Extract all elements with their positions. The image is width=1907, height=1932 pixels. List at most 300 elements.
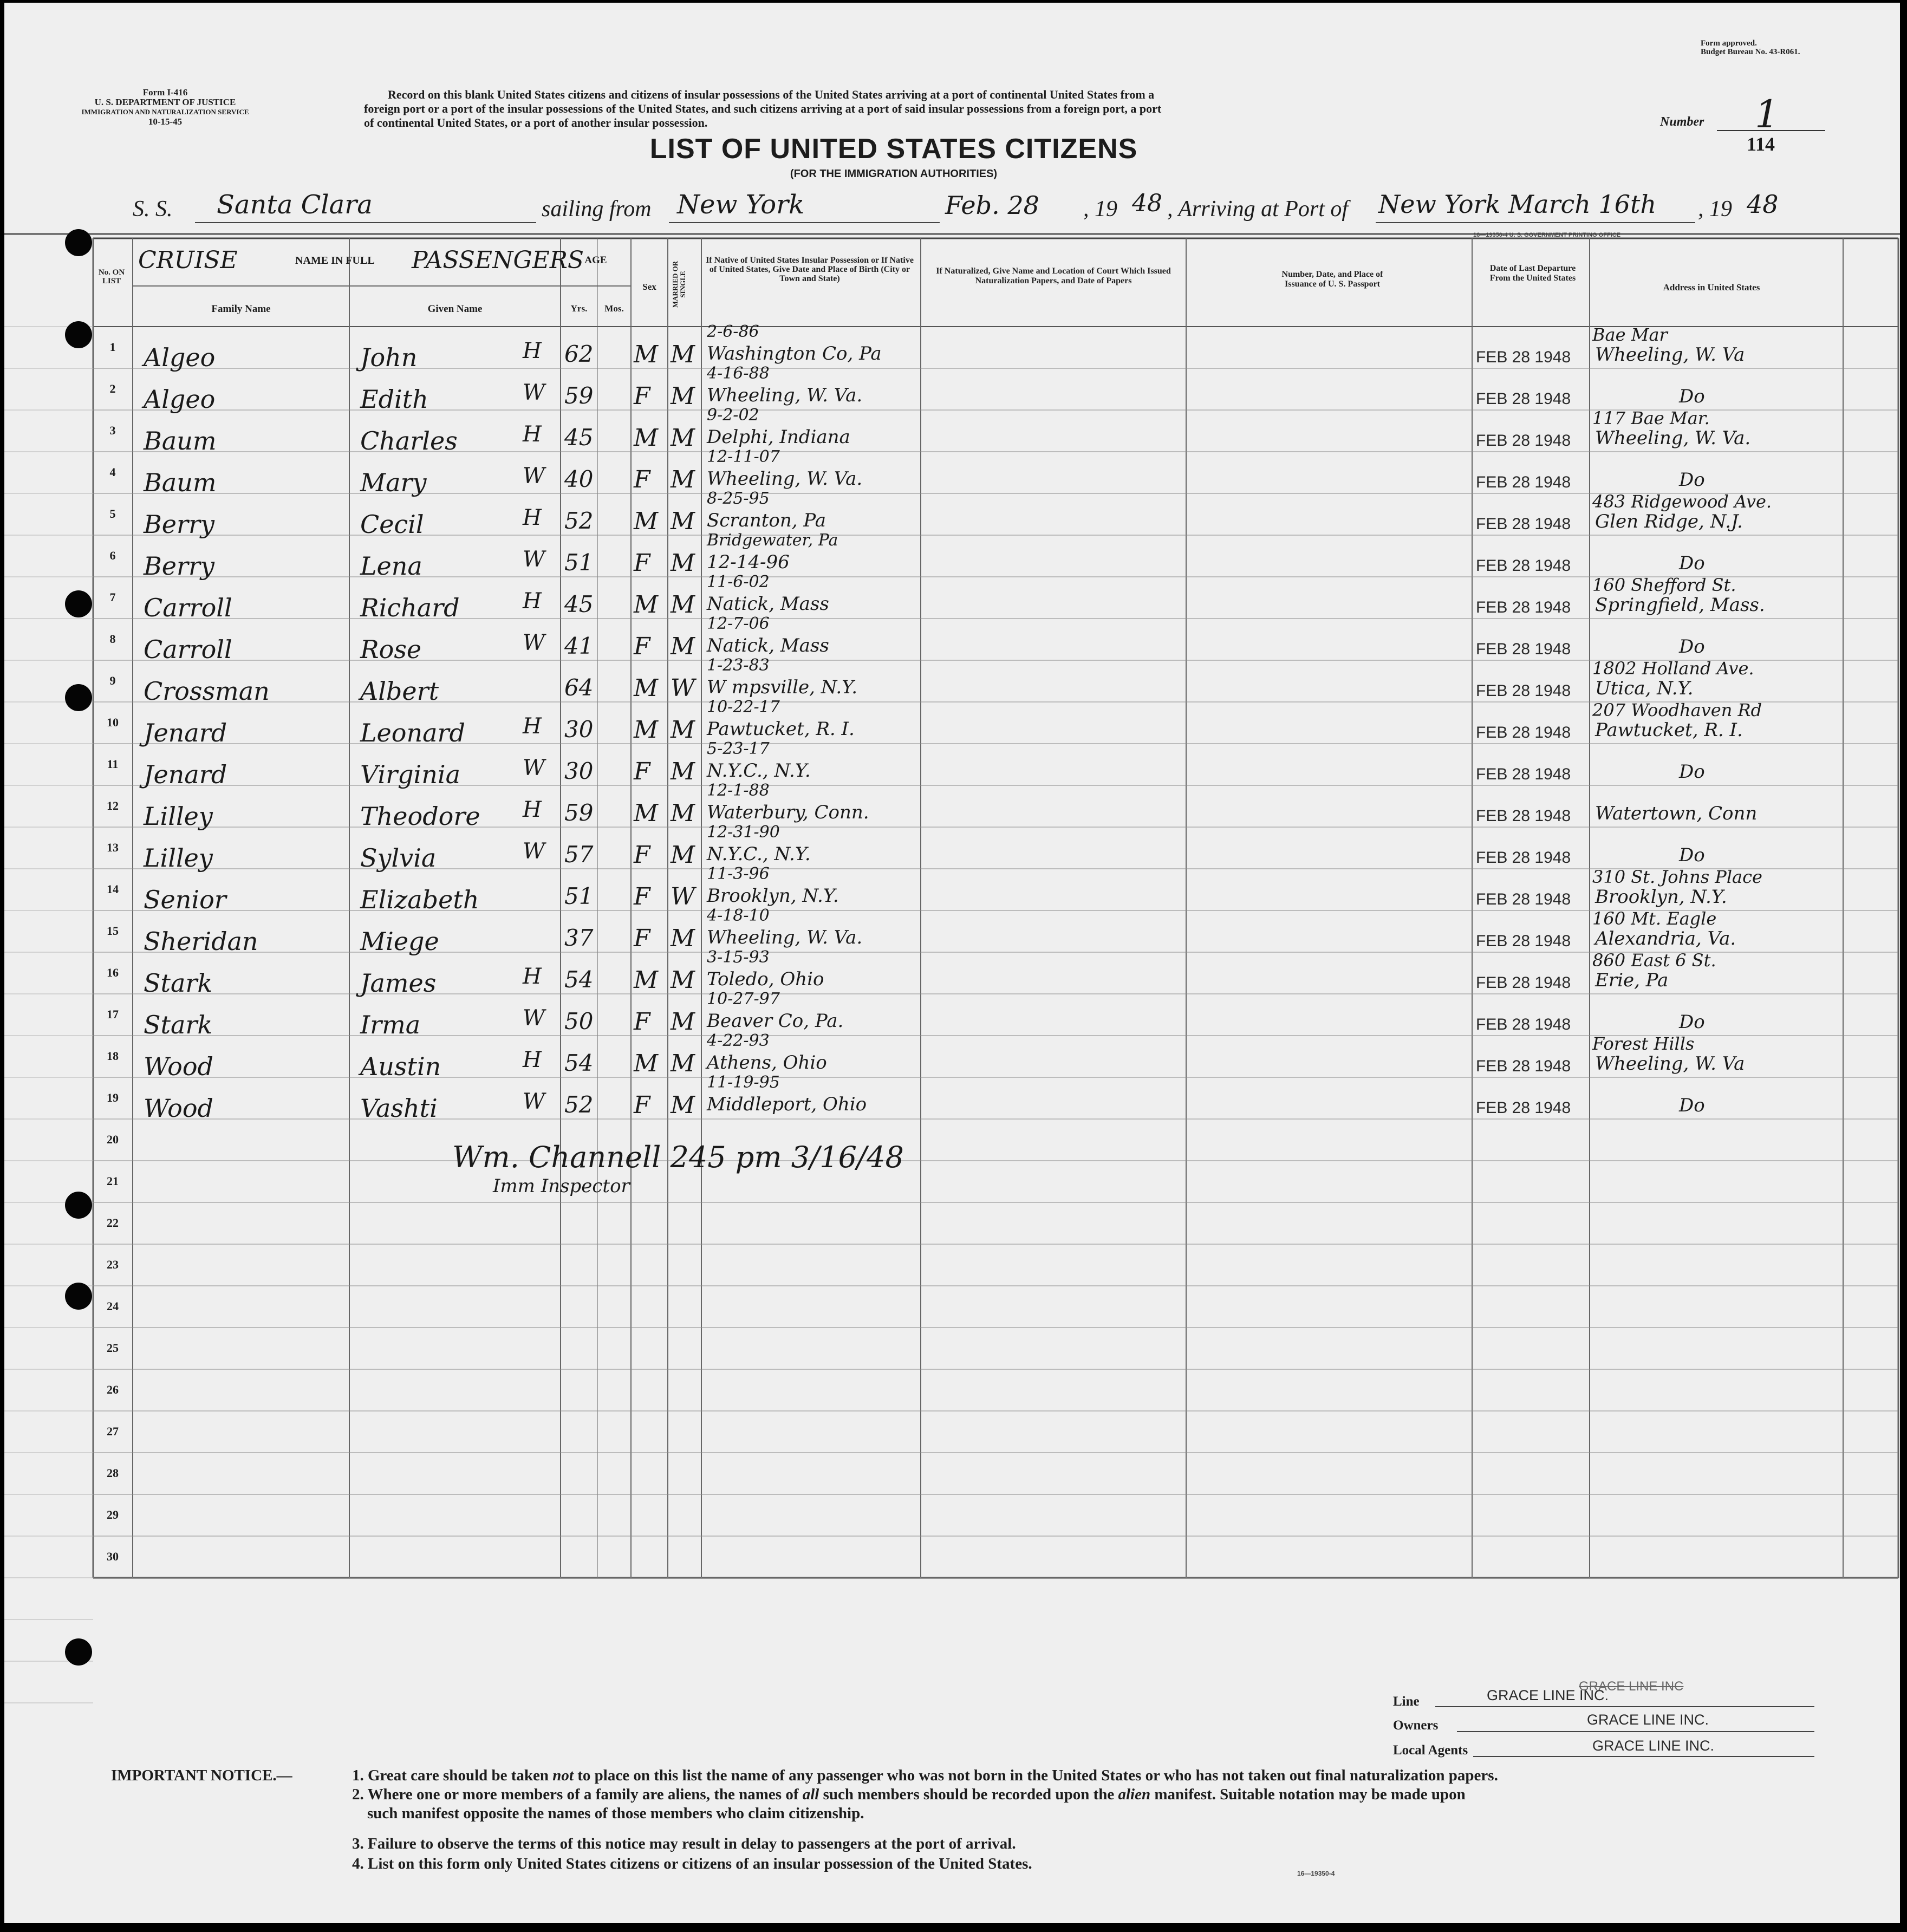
- punch-hole: [65, 684, 92, 711]
- col-header-address: Address in United States: [1663, 282, 1760, 292]
- last-departure-date: FEB 28 1948: [1476, 974, 1571, 992]
- marital-status: M: [671, 591, 695, 619]
- last-departure-date: FEB 28 1948: [1476, 432, 1571, 450]
- age-years: 54: [564, 1050, 594, 1076]
- birth-place: Natick, Mass: [707, 635, 829, 656]
- row-number: 18: [107, 1049, 119, 1063]
- last-departure-date: FEB 28 1948: [1476, 1057, 1571, 1075]
- inspector-title: Imm Inspector: [493, 1175, 630, 1197]
- arrival-date: March 16th: [1508, 190, 1657, 219]
- relation-mark: H: [523, 422, 542, 447]
- row-number: 29: [107, 1508, 119, 1521]
- address-line-2: Do: [1679, 469, 1705, 491]
- relation-mark: W: [523, 756, 545, 780]
- last-departure-date: FEB 28 1948: [1476, 682, 1571, 700]
- age-years: 51: [564, 883, 594, 909]
- owners-underline: [1457, 1731, 1814, 1732]
- birth-date: 4-16-88: [707, 364, 770, 383]
- agents-value: GRACE LINE INC.: [1592, 1738, 1715, 1754]
- birth-date: 2-6-86: [707, 322, 759, 341]
- sailing-label: sailing from: [542, 197, 652, 222]
- last-departure-date: FEB 28 1948: [1476, 849, 1571, 867]
- address-line-2: Wheeling, W. Va: [1595, 344, 1745, 366]
- inspector-signature: Wm. Channell 245 pm 3/16/48: [452, 1140, 904, 1174]
- notice-text: such members should be recorded upon the: [819, 1786, 1118, 1803]
- family-name: Wood: [144, 1094, 213, 1123]
- family-name: Carroll: [144, 593, 232, 622]
- row-number: 8: [109, 632, 116, 646]
- sex: M: [634, 424, 659, 452]
- birth-place: 12-14-96: [707, 551, 790, 573]
- punch-hole: [65, 1283, 92, 1310]
- age-years: 51: [564, 549, 594, 576]
- arrival-port-underline: [1376, 222, 1695, 223]
- row-number: 6: [109, 549, 116, 562]
- address-line-2: Do: [1679, 1011, 1705, 1033]
- sex: M: [634, 591, 659, 619]
- passengers-note: PASSENGERS: [412, 246, 584, 274]
- row-number: 15: [107, 924, 119, 938]
- notice-item-3: 3. Failure to observe the terms of this notice may result in delay to passengers at the port of arrival.: [352, 1835, 1016, 1852]
- address-line-1: 483 Ridgewood Ave.: [1592, 491, 1772, 512]
- given-name: Virginia: [360, 760, 461, 789]
- line-struck-stamp: GRACE LINE INC: [1579, 1679, 1684, 1694]
- row-number: 25: [107, 1341, 119, 1355]
- sex: F: [634, 549, 650, 577]
- family-name: Berry: [144, 510, 214, 539]
- notice-item-4: 4. List on this form only United States citizens or citizens of an insular possession of the United States.: [352, 1855, 1032, 1872]
- family-name: Lilley: [144, 802, 213, 831]
- row-number: 9: [109, 674, 116, 687]
- row-number: 19: [107, 1091, 119, 1104]
- sex: F: [634, 758, 650, 785]
- address-line-1: 310 St. Johns Place: [1592, 867, 1762, 887]
- given-name: Leonard: [360, 718, 465, 747]
- address-line-2: Wheeling, W. Va.: [1595, 427, 1751, 449]
- ship-name: Santa Clara: [217, 190, 373, 220]
- col-header-native: If Native of United States Insular Possession or If Native of United States, Give Date and Place of Birth (City or Town and State): [706, 256, 914, 283]
- sex: M: [634, 508, 659, 535]
- family-name: Algeo: [144, 343, 216, 372]
- relation-mark: H: [523, 589, 542, 614]
- birth-place: N.Y.C., N.Y.: [707, 760, 811, 782]
- instruction-line: Record on this blank United States citizens and citizens of insular possessions of the United States arriving at a port of continental United States from a: [388, 88, 1155, 101]
- given-name: John: [360, 343, 418, 372]
- address-line-2: Wheeling, W. Va: [1595, 1053, 1745, 1075]
- relation-mark: W: [523, 839, 545, 864]
- sex: M: [634, 341, 659, 368]
- marital-status: M: [671, 966, 695, 994]
- given-name: Richard: [360, 593, 460, 622]
- birth-date: 10-27-97: [707, 990, 780, 1009]
- address-line-2: Brooklyn, N.Y.: [1595, 886, 1727, 908]
- sex: F: [634, 633, 650, 660]
- arriving-label: , Arriving at Port of: [1167, 197, 1349, 222]
- row-number: 1: [109, 340, 116, 354]
- birth-date: Bridgewater, Pa: [707, 531, 838, 550]
- sex: F: [634, 1091, 650, 1119]
- address-line-2: Pawtucket, R. I.: [1595, 719, 1743, 741]
- marital-status: M: [671, 466, 695, 493]
- marital-status: M: [671, 716, 695, 744]
- form-id-block: [76, 88, 255, 127]
- birth-place: W mpsville, N.Y.: [707, 676, 858, 698]
- punch-hole: [65, 321, 92, 348]
- last-departure-date: FEB 28 1948: [1476, 473, 1571, 491]
- notice-item-2: [352, 1786, 1466, 1804]
- line-label: Line: [1393, 1694, 1420, 1709]
- birth-date: 3-15-93: [707, 948, 770, 967]
- birth-place: Waterbury, Conn.: [707, 802, 869, 823]
- row-number: 11: [107, 757, 119, 771]
- departure-year-prefix: , 19: [1083, 197, 1117, 222]
- birth-date: 9-2-02: [707, 406, 759, 425]
- col-header-naturalized: If Naturalized, Give Name and Location of Court Which Issued Naturalization Papers, and Date of Papers: [936, 266, 1171, 285]
- row-number: 27: [107, 1424, 119, 1438]
- notice-emphasis: all: [802, 1786, 819, 1803]
- birth-date: 8-25-95: [707, 489, 770, 508]
- last-departure-date: FEB 28 1948: [1476, 1099, 1571, 1117]
- page-subtitle: (FOR THE IMMIGRATION AUTHORITIES): [790, 168, 998, 180]
- form-code: 16—19350-4: [1297, 1870, 1335, 1877]
- col-header-name-in-full: NAME IN FULL: [295, 255, 375, 266]
- row-number: 7: [109, 590, 116, 604]
- address-line-2: Springfield, Mass.: [1595, 594, 1765, 616]
- relation-mark: H: [523, 797, 542, 822]
- birth-date: 4-22-93: [707, 1031, 770, 1050]
- notice-item-1: [352, 1767, 1498, 1785]
- row-number: 16: [107, 966, 119, 979]
- number-label: Number: [1660, 115, 1704, 129]
- birth-place: N.Y.C., N.Y.: [707, 843, 811, 865]
- address-line-1: 160 Shefford St.: [1592, 575, 1736, 595]
- sex: F: [634, 466, 650, 493]
- sex: M: [634, 966, 659, 994]
- agents-underline: [1473, 1756, 1814, 1757]
- arrival-year-prefix: , 19: [1698, 197, 1732, 222]
- birth-place: Athens, Ohio: [707, 1052, 827, 1074]
- owners-label: Owners: [1393, 1718, 1439, 1733]
- last-departure-date: FEB 28 1948: [1476, 807, 1571, 825]
- departure-year: 48: [1132, 190, 1162, 217]
- marital-status: M: [671, 549, 695, 577]
- row-number: 20: [107, 1133, 119, 1146]
- cruise-note: CRUISE: [138, 246, 238, 274]
- family-name: Wood: [144, 1052, 213, 1081]
- address-line-2: Do: [1679, 761, 1705, 783]
- marital-status: M: [671, 925, 695, 952]
- birth-date: 11-19-95: [707, 1073, 780, 1092]
- marital-status: M: [671, 841, 695, 869]
- row-number: 14: [107, 882, 119, 896]
- col-header-yrs: Yrs.: [570, 303, 588, 314]
- given-name: Edith: [360, 385, 428, 414]
- relation-mark: H: [523, 505, 542, 530]
- address-line-1: Forest Hills: [1592, 1033, 1695, 1054]
- row-number: 17: [107, 1007, 119, 1021]
- family-name: Jenard: [144, 760, 227, 789]
- birth-place: Scranton, Pa: [707, 510, 826, 531]
- marital-status: M: [671, 1091, 695, 1119]
- address-line-1: 117 Bae Mar.: [1592, 408, 1710, 428]
- last-departure-date: FEB 28 1948: [1476, 724, 1571, 741]
- col-header-mos: Mos.: [604, 303, 624, 314]
- owners-value: GRACE LINE INC.: [1587, 1712, 1709, 1728]
- col-header-last-departure: Date of Last Departure From the United States: [1489, 264, 1576, 283]
- notice-emphasis: not: [552, 1767, 574, 1784]
- ss-label: S. S.: [133, 197, 173, 222]
- punch-hole: [65, 590, 92, 617]
- age-years: 41: [564, 633, 594, 659]
- address-line-1: 160 Mt. Eagle: [1592, 908, 1717, 929]
- age-years: 30: [564, 758, 594, 784]
- marital-status: M: [671, 382, 695, 410]
- given-name: Sylvia: [360, 843, 437, 873]
- birth-place: Delphi, Indiana: [707, 426, 850, 448]
- given-name: Vashti: [360, 1094, 438, 1123]
- notice-emphasis: alien: [1118, 1786, 1151, 1803]
- relation-mark: W: [523, 1089, 545, 1114]
- relation-mark: W: [523, 630, 545, 655]
- arrival-port: New York: [1378, 190, 1501, 219]
- sex: M: [634, 716, 659, 744]
- from-port-underline: [669, 222, 940, 223]
- birth-place: Toledo, Ohio: [707, 968, 824, 990]
- row-number: 21: [107, 1174, 119, 1188]
- family-name: Stark: [144, 1010, 213, 1039]
- marital-status: M: [671, 508, 695, 535]
- line-underline: [1435, 1706, 1814, 1707]
- given-name: Austin: [360, 1052, 441, 1081]
- punch-hole: [65, 229, 92, 256]
- col-header-married-single: MARRIED OR SINGLE: [671, 261, 687, 308]
- birth-date: 1-23-83: [707, 656, 770, 675]
- last-departure-date: FEB 28 1948: [1476, 890, 1571, 908]
- ship-underline: [195, 222, 536, 223]
- given-name: Lena: [360, 551, 422, 581]
- row-number: 3: [109, 424, 116, 437]
- birth-place: Natick, Mass: [707, 593, 829, 615]
- approval-block: [1701, 39, 1800, 56]
- last-departure-date: FEB 28 1948: [1476, 765, 1571, 783]
- address-line-2: Glen Ridge, N.J.: [1595, 511, 1743, 532]
- col-header-sex: Sex: [642, 282, 656, 292]
- last-departure-date: FEB 28 1948: [1476, 1016, 1571, 1033]
- birth-place: Brooklyn, N.Y.: [707, 885, 839, 907]
- row-number: 12: [107, 799, 119, 812]
- last-departure-date: FEB 28 1948: [1476, 348, 1571, 366]
- address-line-2: Watertown, Conn: [1595, 803, 1758, 824]
- birth-date: 12-1-88: [707, 781, 770, 800]
- age-years: 45: [564, 424, 594, 451]
- from-port: New York: [677, 190, 805, 220]
- given-name: Cecil: [360, 510, 424, 539]
- last-departure-date: FEB 28 1948: [1476, 515, 1571, 533]
- sex: F: [634, 382, 650, 410]
- birth-place: Wheeling, W. Va.: [707, 927, 863, 948]
- last-departure-date: FEB 28 1948: [1476, 557, 1571, 575]
- marital-status: M: [671, 341, 695, 368]
- marital-status: M: [671, 1050, 695, 1077]
- address-line-2: Do: [1679, 552, 1705, 574]
- relation-mark: H: [523, 964, 542, 989]
- relation-mark: H: [523, 714, 542, 739]
- birth-date: 10-22-17: [707, 698, 780, 717]
- address-line-1: Bae Mar: [1592, 324, 1668, 345]
- arrival-year: 48: [1747, 190, 1779, 219]
- birth-date: 5-23-17: [707, 739, 770, 758]
- family-name: Crossman: [144, 676, 270, 706]
- sex: F: [634, 1008, 650, 1036]
- row-number: 5: [109, 507, 116, 521]
- birth-place: Beaver Co, Pa.: [707, 1010, 844, 1032]
- given-name: Theodore: [360, 802, 480, 831]
- sex: M: [634, 674, 659, 702]
- birth-place: Wheeling, W. Va.: [707, 468, 863, 490]
- given-name: Charles: [360, 426, 458, 456]
- birth-date: 12-31-90: [707, 823, 780, 842]
- relation-mark: H: [523, 1048, 542, 1072]
- given-name: Rose: [360, 635, 422, 664]
- family-name: Stark: [144, 968, 213, 998]
- agents-label: Local Agents: [1393, 1743, 1468, 1758]
- address-line-1: 207 Woodhaven Rd: [1592, 700, 1762, 720]
- given-name: Albert: [360, 676, 439, 706]
- birth-date: 12-7-06: [707, 614, 770, 633]
- age-years: 57: [564, 841, 594, 868]
- address-line-2: Do: [1679, 844, 1705, 866]
- col-header-passport: Number, Date, and Place of Issuance of U. S. Passport: [1281, 270, 1383, 289]
- line-value: GRACE LINE INC.: [1487, 1687, 1609, 1703]
- sex: M: [634, 799, 659, 827]
- last-departure-date: FEB 28 1948: [1476, 932, 1571, 950]
- age-years: 52: [564, 508, 594, 534]
- family-name: Baum: [144, 426, 217, 456]
- marital-status: W: [671, 674, 695, 702]
- punch-hole: [65, 1192, 92, 1219]
- birth-date: 11-3-96: [707, 864, 770, 883]
- instructions: [364, 88, 1161, 130]
- col-header-family-name: Family Name: [211, 303, 271, 315]
- address-line-2: Erie, Pa: [1595, 970, 1669, 991]
- col-header-given-name: Given Name: [427, 303, 483, 315]
- relation-mark: H: [523, 339, 542, 363]
- col-header-age: AGE: [584, 255, 607, 266]
- age-years: 59: [564, 382, 594, 409]
- given-name: Mary: [360, 468, 427, 497]
- marital-status: M: [671, 633, 695, 660]
- age-years: 64: [564, 674, 594, 701]
- address-line-2: Do: [1679, 386, 1705, 407]
- page-title: LIST OF UNITED STATES CITIZENS: [649, 133, 1138, 165]
- given-name: Miege: [360, 927, 439, 956]
- age-years: 54: [564, 966, 594, 993]
- row-number: 23: [107, 1258, 119, 1271]
- birth-place: Middleport, Ohio: [707, 1094, 867, 1115]
- marital-status: M: [671, 799, 695, 827]
- relation-mark: W: [523, 464, 545, 489]
- given-name: James: [360, 968, 437, 998]
- notice-text: manifest. Suitable notation may be made upon: [1150, 1786, 1466, 1803]
- family-name: Carroll: [144, 635, 232, 664]
- sex: M: [634, 1050, 659, 1077]
- last-departure-date: FEB 28 1948: [1476, 599, 1571, 616]
- age-years: 52: [564, 1091, 594, 1118]
- last-departure-date: FEB 28 1948: [1476, 640, 1571, 658]
- address-line-2: Do: [1679, 636, 1705, 658]
- row-number: 13: [107, 841, 119, 854]
- row-number: 30: [107, 1550, 119, 1563]
- family-name: Jenard: [144, 718, 227, 747]
- family-name: Berry: [144, 551, 214, 581]
- row-number: 4: [109, 465, 116, 479]
- page-stamp: 114: [1747, 133, 1775, 155]
- address-line-1: 1802 Holland Ave.: [1592, 658, 1754, 679]
- instruction-line: of continental United States, or a port of another insular possession.: [364, 116, 708, 129]
- form-id: Form I-416: [142, 87, 188, 97]
- notice-item-2-cont: such manifest opposite the names of those members who claim citizenship.: [367, 1805, 864, 1822]
- instruction-line: foreign port or a port of the insular possessions of the United States, and such citizens arriving at a port of said insular possessions from a foreign port, a port: [364, 102, 1162, 115]
- row-number: 2: [109, 382, 116, 395]
- birth-date: 11-6-02: [707, 573, 770, 591]
- service: IMMIGRATION AND NATURALIZATION SERVICE: [81, 108, 249, 116]
- age-years: 59: [564, 799, 594, 826]
- sex: F: [634, 925, 650, 952]
- last-departure-date: FEB 28 1948: [1476, 390, 1571, 408]
- family-name: Lilley: [144, 843, 213, 873]
- approval-line-1: Form approved.: [1701, 39, 1757, 48]
- marital-status: M: [671, 758, 695, 785]
- row-number: 28: [107, 1466, 119, 1480]
- family-name: Algeo: [144, 385, 216, 414]
- departure-date: Feb. 28: [945, 191, 1039, 220]
- notice-text: to place on this list the name of any passenger who was not born in the United States or who has not taken out final naturalization papers.: [573, 1767, 1498, 1784]
- row-number: 22: [107, 1216, 119, 1230]
- birth-place: Pawtucket, R. I.: [707, 718, 855, 740]
- number-value: 1: [1755, 92, 1779, 136]
- sex: F: [634, 841, 650, 869]
- sex: F: [634, 883, 650, 910]
- department: U. S. DEPARTMENT OF JUSTICE: [94, 97, 236, 107]
- row-number: 26: [107, 1383, 119, 1396]
- form-date: 10-15-45: [148, 116, 183, 127]
- marital-status: M: [671, 1008, 695, 1036]
- row-number: 24: [107, 1299, 119, 1313]
- marital-status: W: [671, 883, 695, 910]
- age-years: 30: [564, 716, 594, 743]
- age-years: 45: [564, 591, 594, 617]
- birth-place: Wheeling, W. Va.: [707, 385, 863, 406]
- printer-line: 16—19350-4 U. S. GOVERNMENT PRINTING OFFICE: [1473, 232, 1621, 238]
- age-years: 62: [564, 341, 594, 367]
- notice-text: 2. Where one or more members of a family are aliens, the names of: [352, 1786, 803, 1803]
- marital-status: M: [671, 424, 695, 452]
- address-line-2: Alexandria, Va.: [1595, 928, 1736, 949]
- approval-line-2: Budget Bureau No. 43-R061.: [1701, 48, 1800, 56]
- birth-date: 4-18-10: [707, 906, 770, 925]
- family-name: Senior: [144, 885, 226, 914]
- relation-mark: W: [523, 380, 545, 405]
- family-name: Baum: [144, 468, 217, 497]
- given-name: Elizabeth: [360, 885, 479, 914]
- address-line-1: 860 East 6 St.: [1592, 950, 1716, 971]
- relation-mark: W: [523, 1006, 545, 1031]
- relation-mark: W: [523, 547, 545, 572]
- notice-text: 1. Great care should be taken: [352, 1767, 553, 1784]
- family-name: Sheridan: [144, 927, 258, 956]
- birth-date: 12-11-07: [707, 447, 780, 466]
- birth-place: Washington Co, Pa: [707, 343, 882, 365]
